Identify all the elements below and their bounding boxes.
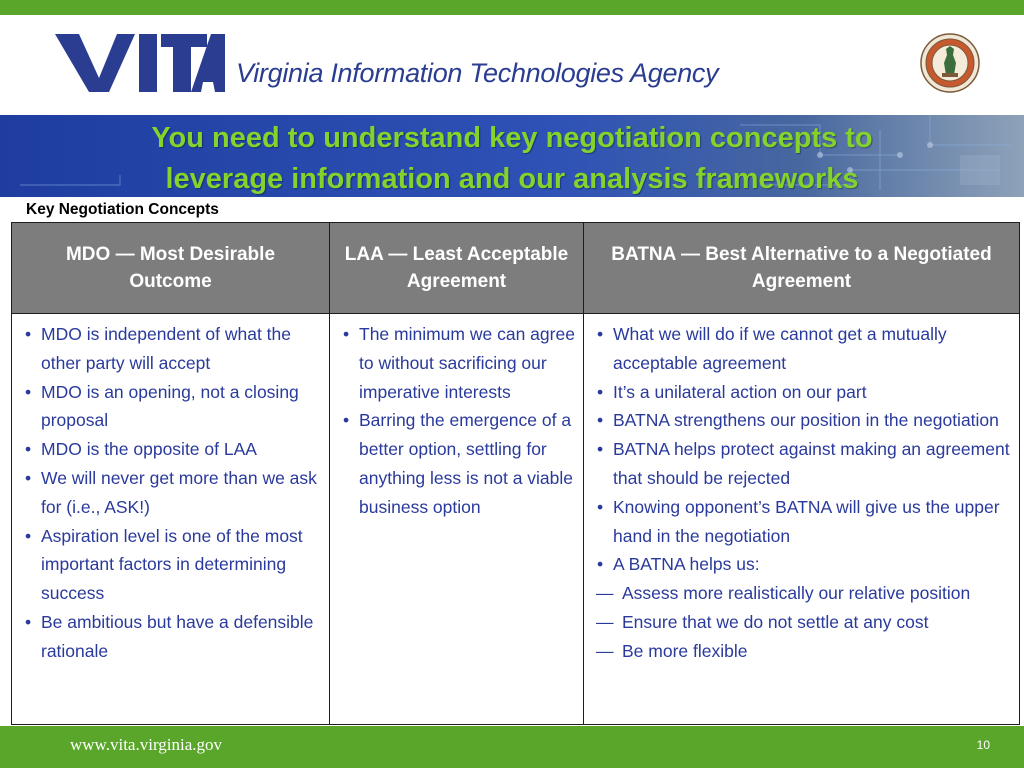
column-header-batna: BATNA — Best Alternative to a Negotiated Agreement [584, 223, 1020, 314]
page-number: 10 [976, 738, 990, 752]
sub-list-item [594, 637, 1011, 666]
list-item: • Be ambitious but have a defensible rationale [22, 608, 321, 666]
dash-marker: — [596, 640, 614, 661]
list-item: • The minimum we can agree to without sacrificing our imperative interests [340, 320, 575, 406]
slide-title-line-2: leverage information and our analysis frameworks [165, 163, 859, 195]
list-item: • BATNA helps protect against making an agreement that should be rejected [594, 435, 1011, 493]
sub-list-item [594, 579, 1011, 608]
mdo-cell [12, 314, 330, 725]
section-label: Key Negotiation Concepts [26, 201, 219, 218]
list-item: • MDO is an opening, not a closing proposal [22, 378, 321, 436]
dash-marker: — [596, 611, 614, 632]
laa-bullet-list [340, 320, 575, 522]
title-banner [0, 115, 1024, 197]
list-item: • Barring the emergence of a better option, settling for anything less is not a viable business option [340, 406, 575, 521]
list-item: • We will never get more than we ask for (i.e., ASK!) [22, 464, 321, 522]
sub-list-item-text: Assess more realistically our relative position [622, 583, 971, 604]
dash-marker: — [596, 583, 614, 604]
virginia-seal-icon [920, 33, 980, 93]
top-accent-bar [0, 0, 1024, 15]
batna-cell [584, 314, 1020, 725]
list-item: • Aspiration level is one of the most important factors in determining success [22, 522, 321, 608]
column-header-mdo: MDO — Most Desirable Outcome [12, 223, 330, 314]
batna-bullet-list [594, 320, 1011, 579]
list-item: • A BATNA helps us: [594, 550, 1011, 579]
slide-title-line-1: You need to understand key negotiation concepts to [151, 122, 873, 154]
footer-url: www.vita.virginia.gov [70, 735, 223, 754]
list-item: • MDO is the opposite of LAA [22, 435, 321, 464]
footer-bar [0, 726, 1024, 768]
table-body-row [12, 314, 1020, 725]
table-header-row [12, 223, 1020, 314]
vita-logo [55, 34, 225, 92]
column-header-laa: LAA — Least Acceptable Agreement [330, 223, 584, 314]
sub-list-item [594, 608, 1011, 637]
agency-name: Virginia Information Technologies Agency [236, 58, 719, 88]
slide-title [0, 118, 1024, 197]
concepts-table [11, 222, 1019, 725]
list-item: • Knowing opponent’s BATNA will give us the upper hand in the negotiation [594, 493, 1011, 551]
sub-list-item-text: Be more flexible [622, 640, 748, 661]
laa-cell [330, 314, 584, 725]
list-item: • MDO is independent of what the other party will accept [22, 320, 321, 378]
list-item: • What we will do if we cannot get a mutually acceptable agreement [594, 320, 1011, 378]
list-item: • BATNA strengthens our position in the negotiation [594, 406, 1011, 435]
sub-list-item-text: Ensure that we do not settle at any cost [622, 611, 929, 632]
list-item: • It’s a unilateral action on our part [594, 378, 1011, 407]
mdo-bullet-list [22, 320, 321, 666]
